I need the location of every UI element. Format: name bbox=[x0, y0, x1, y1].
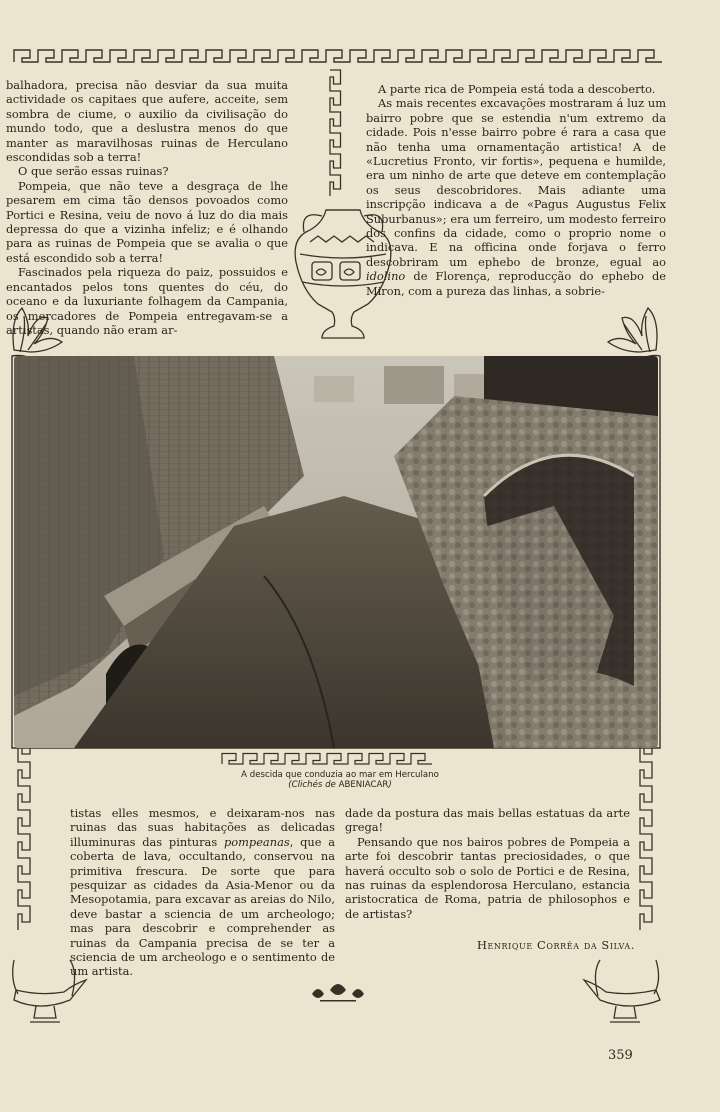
paragraph bbox=[70, 806, 335, 979]
ruins-illustration bbox=[14, 356, 658, 748]
column-bottom-right bbox=[345, 806, 630, 921]
acanthus-ornament-right-icon bbox=[608, 308, 657, 352]
greek-key-border-top bbox=[14, 50, 662, 62]
text-run: , que a coberta de lava, occultando, conservou na primitiva frescura. De sorte que para pesquizar as cidades da Asia-Menor ou da Mesopotamia, para excavar as areias do Nilo, deve bastar a sciencia de um archeologo; mas para descobrir e comprehender as ruinas da Campania precisa de se ter a sciencia de um archeologo e o sentimento de um artista. bbox=[70, 834, 335, 979]
text-run: de Florença, reproducção do ephebo de Miron, com a pureza das linhas, a sobrie- bbox=[366, 269, 666, 298]
paragraph: O que serão essas ruinas? bbox=[18, 164, 169, 179]
caption-text: A descida que conduzia ao mar em Herculano bbox=[241, 770, 439, 780]
photo-credit bbox=[200, 780, 480, 790]
credit-suffix: ) bbox=[388, 780, 392, 790]
figure-caption bbox=[200, 770, 480, 790]
paragraph: Pompeia, que não teve a desgraça de lhe pesarem em cima tão densos povoados como Portici e Resina, veiu de novo á luz do dia mais depressa do que a vizinha infeliz; e é olhando para as ruinas de Pompeia que se avalia o que está escondido sob a terra! bbox=[6, 178, 288, 265]
credit-name: ABENIACAR bbox=[338, 780, 389, 790]
paragraph bbox=[366, 96, 666, 298]
text-run: As mais recentes excavações mostraram á luz um bairro pobre que se estendia n'um extremo da cidade. Pois n'esse bairro pobre é rara a casa que não tenha uma ornamentação artistica! A de «Lucretius Fronto, vir fortis», pequena e humilde, era um ninho de arte que deteve em contemplação os seus descobridores. Mais adiante uma inscripção indicava a de «Pagus Augustus Felix Suburbanus»; era um ferreiro, um modesto ferreiro dos confins da cidade, como o proprio nome o indicava. E na officina onde forjava o ferro descobriram um ephebo de bronze, egual ao bbox=[366, 96, 666, 269]
paragraph: balhadora, precisa não desviar da sua muita actividade os capitaes que aufere, acceite, sem sombra de ciume, o auxilio da civilisação do mundo todo, que a deslustra menos do que manter as maravilhosas ruinas de Herculano escondidas sob a terra! bbox=[6, 78, 288, 165]
italic-term: pompeanas bbox=[223, 834, 290, 849]
oil-lamp-right-icon bbox=[584, 960, 660, 1022]
column-top-right bbox=[366, 82, 666, 298]
greek-key-center-column bbox=[330, 70, 341, 196]
paragraph: Pensando que nos bairos pobres de Pompeia a arte foi descobrir tantas preciosidades, o que haverá occulto sob o solo de Portici e de Resina, nas ruinas da esplendorosa Herculano, estancia aristocratica de Roma, patria de philosophos e de artistas? bbox=[345, 834, 630, 921]
italic-term: idolino bbox=[366, 269, 406, 284]
fleuron-icon bbox=[312, 984, 364, 1002]
herculaneum-photo bbox=[14, 356, 658, 748]
text-run: tistas elles mesmos, e deixaram-nos nas ruinas das suas habitações as delicadas illuminuras das pinturas bbox=[70, 806, 335, 849]
credit-prefix: (Clichés de bbox=[288, 780, 339, 790]
author-signature: Henrique Corrêa da Silva. bbox=[476, 938, 635, 952]
column-top-left bbox=[6, 78, 288, 337]
paragraph: A parte rica de Pompeia está toda a descoberto. bbox=[378, 82, 656, 96]
column-bottom-left bbox=[70, 806, 335, 979]
paragraph: Fascinados pela riqueza do paiz, possuidos e encantados pelos tons quentes do céu, do oceano e da luxuriante folhagem da Campania, os mercadores de Pompeia entregavam-se a artistas, quando não eram ar- bbox=[6, 265, 288, 337]
greek-key-caption-strip bbox=[222, 754, 432, 765]
paragraph: dade da postura das mais bellas estatuas da arte grega! bbox=[345, 806, 630, 835]
page-number: 359 bbox=[608, 1048, 633, 1063]
